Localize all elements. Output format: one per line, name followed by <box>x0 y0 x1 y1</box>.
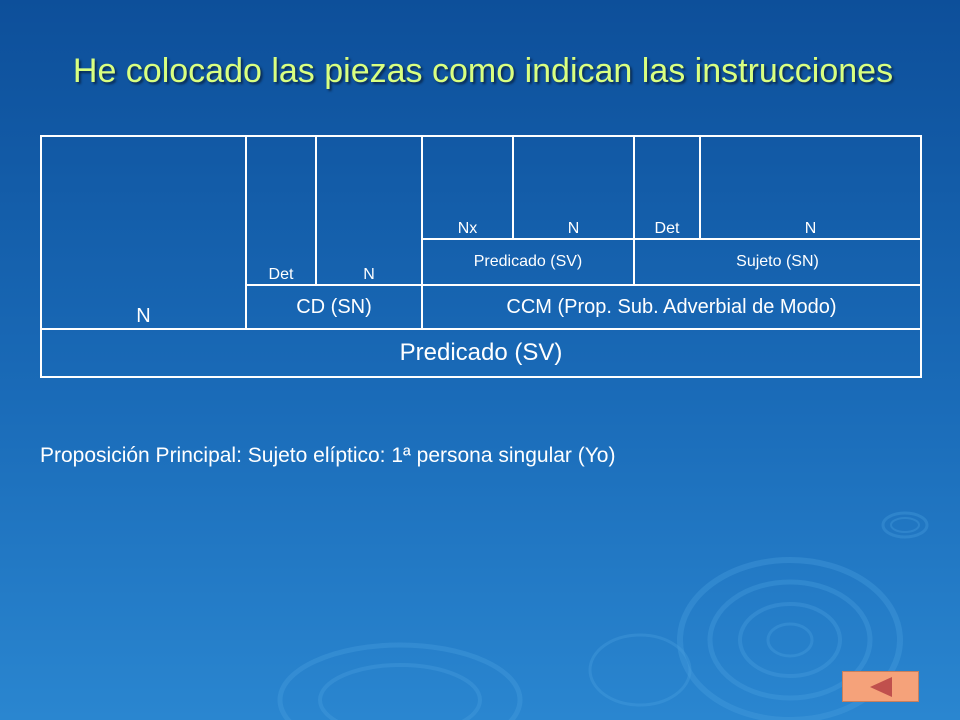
cell-cd-sn: CD (SN) <box>246 285 422 329</box>
back-button[interactable] <box>842 671 919 702</box>
syntax-table <box>40 135 922 378</box>
cell-predicado-main: Predicado (SV) <box>41 329 921 377</box>
cell-n: N <box>316 136 422 285</box>
cell-det-2: Det <box>634 136 700 239</box>
cell-n-3: N <box>700 136 921 239</box>
page-title: He colocado las piezas como indican las instrucciones <box>72 52 894 90</box>
cell-predicado-sv: Predicado (SV) <box>422 239 634 285</box>
proposition-note: Proposición Principal: Sujeto elíptico: 1ª persona singular (Yo) <box>40 444 616 467</box>
cell-ccm: CCM (Prop. Sub. Adverbial de Modo) <box>422 285 921 329</box>
cell-n-main: N <box>41 136 246 329</box>
triangle-left-icon <box>866 676 896 698</box>
cell-sujeto-sn: Sujeto (SN) <box>634 239 921 285</box>
cell-nx: Nx <box>422 136 513 239</box>
cell-det: Det <box>246 136 316 285</box>
cell-n-2: N <box>513 136 634 239</box>
